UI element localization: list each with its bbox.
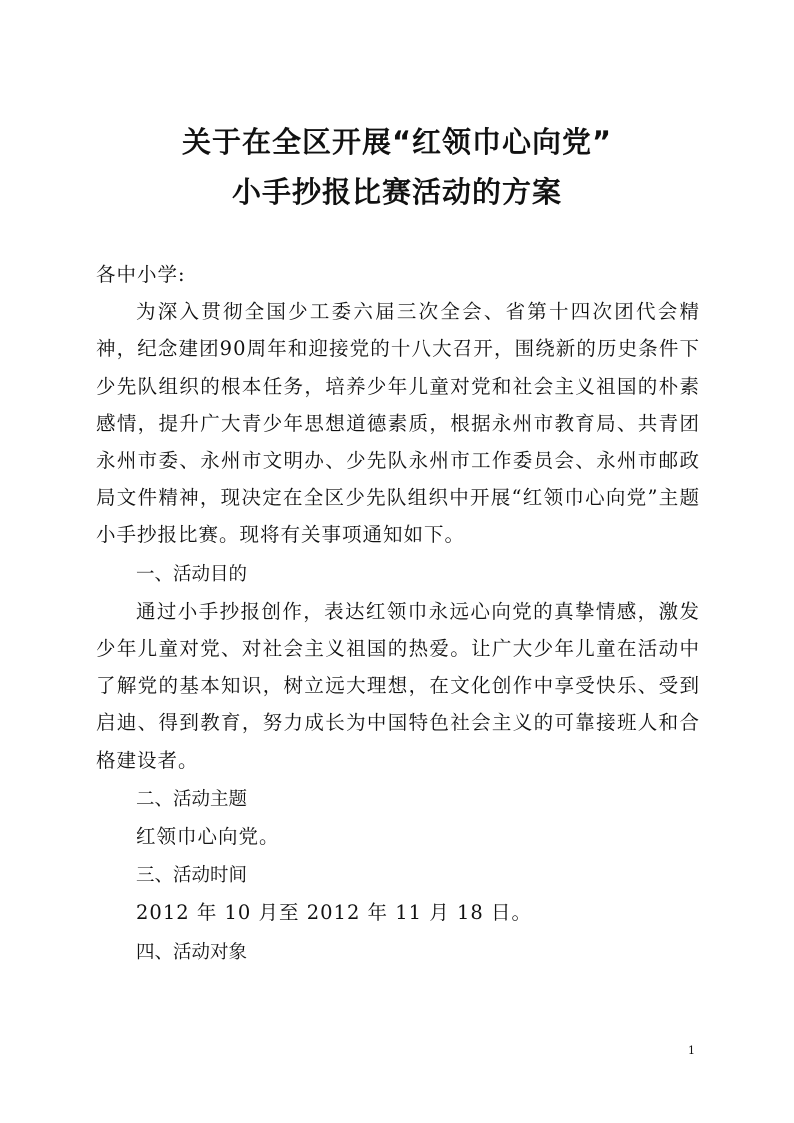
page-number: 1 bbox=[688, 1044, 695, 1057]
section-text-purpose: 通过小手抄报创作，表达红领巾永远心向党的真挚情感，激发少年儿童对党、对社会主义祖国的热爱。让广大少年儿童在活动中了解党的基本知识，树立远大理想，在文化创作中享受快乐、受到启迪、得到教育，努力成长为中国特色社会主义的可靠接班人和合格建设者。 bbox=[96, 599, 700, 772]
intro-paragraph: 为深入贯彻全国少工委六届三次全会、省第十四次团代会精神，纪念建团90周年和迎接党的十八大召开，围绕新的历史条件下少先队组织的根本任务，培养少年儿童对党和社会主义祖国的朴素感情，提升广大青少年思想道德素质，根据永州市教育局、共青团永州市委、永州市文明办、少先队永州市工作委员会、永州市邮政局文件精神，现决定在全区少先队组织中开展“红领巾心向党”主题小手抄报比赛。现将有关事项通知如下。 bbox=[96, 300, 700, 547]
section-text-theme: 红领巾心向党。 bbox=[136, 825, 280, 849]
document-title-line-1: 关于在全区开展“红领巾心向党” bbox=[181, 125, 613, 159]
document-title-line-2: 小手抄报比赛活动的方案 bbox=[231, 175, 562, 209]
section-heading-purpose: 一、活动目的 bbox=[136, 563, 248, 585]
section-heading-target: 四、活动对象 bbox=[136, 941, 248, 963]
salutation: 各中小学: bbox=[96, 263, 186, 286]
section-heading-theme: 二、活动主题 bbox=[136, 788, 248, 810]
section-heading-time: 三、活动时间 bbox=[136, 865, 248, 887]
section-text-time: 2012 年 10 月至 2012 年 11 月 18 日。 bbox=[136, 901, 532, 925]
document-body bbox=[96, 256, 700, 971]
